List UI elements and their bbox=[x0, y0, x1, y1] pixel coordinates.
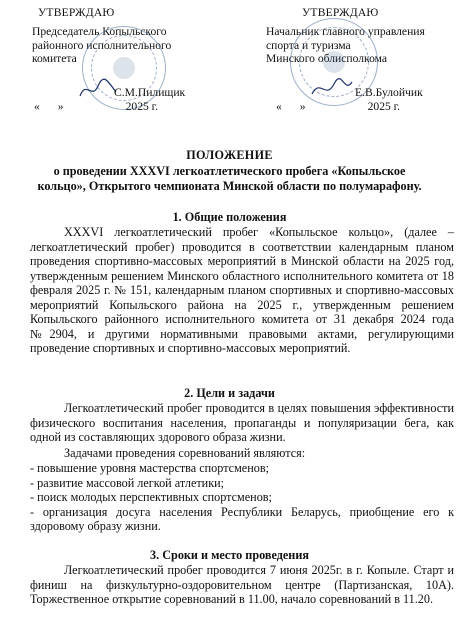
section-paragraph: XXXVI легкоатлетический пробег «Копыльское кольцо», (далее – легкоатлетический пробег) проводится в соответствии календарным планом проведения спортивно-массовых мероприятий в Минской области на 2025 год, утвержденным решением Минского областного исполнительного комитета от 18 февраля 2025 г. № 151, календарным планом спортивных и спортивно-массовых мероприятий Копыльского района на 2025 г., утвержденным решением Копыльского районного исполнительного комитета от 31 декабря 2024 года №2904, и другими нормативными правовыми актами, регулирующими проведение спортивных и спортивно-массовых мероприятий. bbox=[30, 225, 454, 355]
approver-signature-name: Е.В.Булойчик bbox=[355, 86, 423, 99]
list-item: - организация досуга населения Республики Беларусь, приобщение его к здоровому образу жизни. bbox=[30, 504, 454, 533]
document-subtitle: о проведении XXXVI легкоатлетического пробега «Копыльское кольцо», Открытого чемпионата Минской области по полумарафону. bbox=[37, 164, 422, 193]
approver-position-line: комитета bbox=[32, 52, 77, 66]
section-paragraph: Легкоатлетический пробег проводится в целях повышения эффективности физического воспитания населения, пропаганды и популяризации бега, как одной из составляющих здорового образа жизни. bbox=[30, 401, 454, 444]
approver-position-line: спорта и туризма bbox=[266, 38, 351, 52]
approval-heading: УТВЕРЖДАЮ bbox=[302, 6, 379, 19]
approval-date-line: « » 2025 г. bbox=[276, 100, 401, 113]
section-heading: 1. Общие положения bbox=[172, 210, 287, 224]
approver-position-line: Председатель Копыльского bbox=[32, 25, 167, 39]
approver-position-line: Минского облисполкома bbox=[266, 52, 388, 66]
section-heading: 2. Цели и задачи bbox=[184, 386, 275, 400]
approver-signature-name: С.М.Пилищик bbox=[114, 86, 186, 99]
list-item: - поиск молодых перспективных спортсменов; bbox=[30, 490, 272, 504]
signature-mark bbox=[78, 76, 118, 102]
approval-heading: УТВЕРЖДАЮ bbox=[38, 6, 115, 19]
list-item: - повышение уровня мастерства спортсменов; bbox=[30, 461, 269, 475]
signature-mark bbox=[310, 76, 354, 102]
section-heading: 3. Сроки и место проведения bbox=[150, 548, 309, 562]
list-item: - развитие массовой легкой атлетики; bbox=[30, 475, 225, 490]
emblem-icon bbox=[323, 51, 345, 73]
approver-position-line: Начальник главного управления bbox=[266, 25, 425, 39]
tasks-intro: Задачами проведения соревнований являются: bbox=[64, 446, 306, 460]
tasks-list bbox=[30, 461, 454, 534]
section-paragraph: Легкоатлетический пробег проводится 7 июня 2025г. в г. Копыле. Старт и финиш на физкультурно-оздоровительном центре (Партизанская, 10А). Торжественное открытие соревнований в 11.00, начало соревнований в 11.20. bbox=[30, 563, 454, 606]
approval-date-line: « » 2025 г. bbox=[34, 100, 159, 113]
approver-position-line: районного исполнительного bbox=[32, 38, 172, 52]
document-title: ПОЛОЖЕНИЕ bbox=[186, 148, 273, 162]
